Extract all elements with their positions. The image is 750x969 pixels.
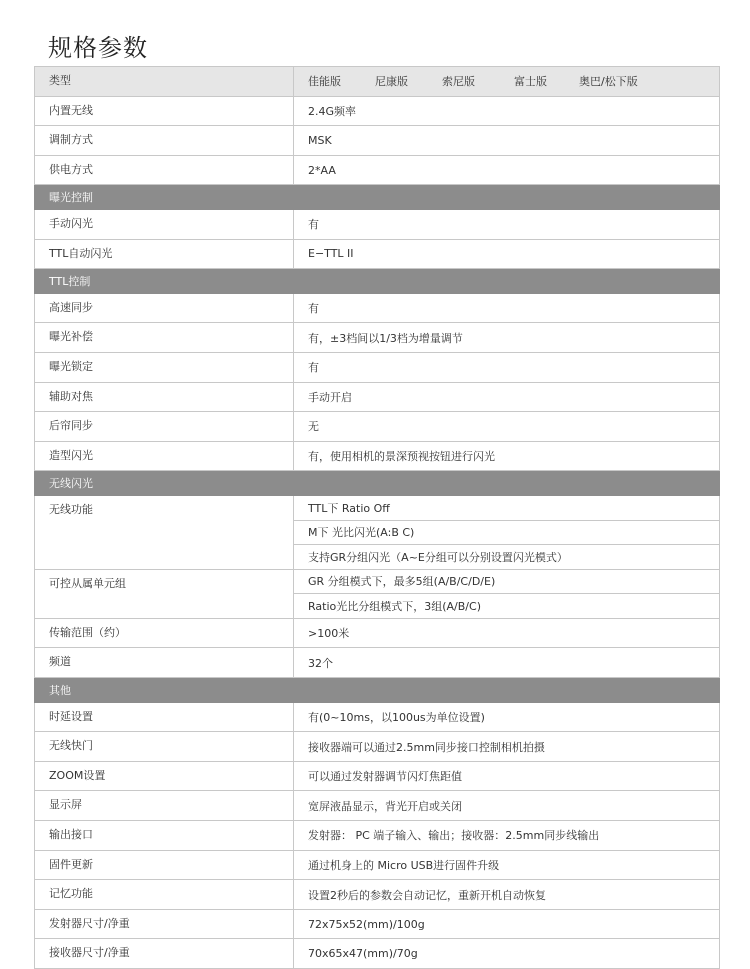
spec-value: 无 bbox=[294, 412, 720, 442]
spec-key: 固件更新 bbox=[35, 850, 294, 880]
spec-key: 发射器尺寸/净重 bbox=[35, 909, 294, 939]
spec-key: 调制方式 bbox=[35, 126, 294, 156]
spec-value: 通过机身上的 Micro USB进行固件升级 bbox=[294, 850, 720, 880]
table-row bbox=[35, 761, 720, 791]
table-row bbox=[35, 209, 720, 239]
spec-value: 宽屏液晶显示，背光开启或关闭 bbox=[294, 791, 720, 821]
table-row bbox=[35, 821, 720, 851]
table-row bbox=[35, 352, 720, 382]
section-title: 曝光控制 bbox=[35, 185, 720, 210]
spec-key: 记忆功能 bbox=[35, 880, 294, 910]
spec-value: 接收器端可以通过2.5mm同步接口控制相机拍摄 bbox=[294, 732, 720, 762]
spec-key: 曝光补偿 bbox=[35, 323, 294, 353]
spec-key: 时延设置 bbox=[35, 702, 294, 732]
spec-value: 有，使用相机的景深预视按钮进行闪光 bbox=[294, 441, 720, 471]
spec-key: 显示屏 bbox=[35, 791, 294, 821]
spec-value: 支持GR分组闪光（A~E分组可以分别设置闪光模式） bbox=[294, 545, 720, 570]
table-row bbox=[35, 239, 720, 269]
spec-value: Ratio光比分组模式下，3组(A/B/C) bbox=[294, 594, 720, 619]
spec-value: 有(0~10ms，以100us为单位设置) bbox=[294, 702, 720, 732]
section-header-row bbox=[35, 678, 720, 703]
spec-key: TTL自动闪光 bbox=[35, 239, 294, 269]
spec-value: 2*AA bbox=[294, 155, 720, 185]
spec-key: 内置无线 bbox=[35, 96, 294, 126]
spec-key: 后帘同步 bbox=[35, 412, 294, 442]
table-row bbox=[35, 441, 720, 471]
version-olympus-panasonic: 奥巴/松下版 bbox=[579, 75, 638, 89]
header-versions bbox=[294, 67, 720, 97]
spec-value: E−TTL II bbox=[294, 239, 720, 269]
spec-value: >100米 bbox=[294, 618, 720, 648]
spec-key: 高速同步 bbox=[35, 293, 294, 323]
spec-key: 无线功能 bbox=[35, 495, 294, 569]
spec-value: 有 bbox=[294, 352, 720, 382]
table-row bbox=[35, 909, 720, 939]
table-row bbox=[35, 791, 720, 821]
spec-value: 可以通过发射器调节闪灯焦距值 bbox=[294, 761, 720, 791]
spec-key: 接收器尺寸/净重 bbox=[35, 939, 294, 969]
spec-key: 曝光锁定 bbox=[35, 352, 294, 382]
spec-value: 有 bbox=[294, 209, 720, 239]
spec-key: 手动闪光 bbox=[35, 209, 294, 239]
table-row bbox=[35, 880, 720, 910]
spec-key: 传输范围（约） bbox=[35, 618, 294, 648]
spec-value: 发射器： PC 端子输入、输出；接收器：2.5mm同步线输出 bbox=[294, 821, 720, 851]
header-type-label: 类型 bbox=[35, 67, 294, 97]
table-row bbox=[35, 702, 720, 732]
table-row bbox=[35, 126, 720, 156]
spec-key: 造型闪光 bbox=[35, 441, 294, 471]
spec-value: GR 分组模式下，最多5组(A/B/C/D/E) bbox=[294, 569, 720, 594]
table-row bbox=[35, 412, 720, 442]
spec-value: MSK bbox=[294, 126, 720, 156]
table-row bbox=[35, 495, 720, 520]
section-header-row bbox=[35, 185, 720, 210]
version-sony: 索尼版 bbox=[442, 75, 475, 89]
spec-value: 2.4G频率 bbox=[294, 96, 720, 126]
spec-value: M下 光比闪光(A:B C) bbox=[294, 520, 720, 545]
spec-key: 可控从属单元组 bbox=[35, 569, 294, 618]
table-header-row bbox=[35, 67, 720, 97]
section-title: 其他 bbox=[35, 678, 720, 703]
table-row bbox=[35, 648, 720, 678]
section-title: 无线闪光 bbox=[35, 471, 720, 496]
section-header-row bbox=[35, 269, 720, 294]
spec-key: 供电方式 bbox=[35, 155, 294, 185]
spec-key: 输出接口 bbox=[35, 821, 294, 851]
table-row bbox=[35, 293, 720, 323]
spec-value: 手动开启 bbox=[294, 382, 720, 412]
section-header-row bbox=[35, 471, 720, 496]
spec-value: TTL下 Ratio Off bbox=[294, 495, 720, 520]
spec-key: 无线快门 bbox=[35, 732, 294, 762]
spec-value: 70x65x47(mm)/70g bbox=[294, 939, 720, 969]
page-title: 规格参数 bbox=[48, 34, 148, 62]
spec-key: 频道 bbox=[35, 648, 294, 678]
table-row bbox=[35, 939, 720, 969]
table-row bbox=[35, 96, 720, 126]
table-row bbox=[35, 155, 720, 185]
table-row bbox=[35, 382, 720, 412]
version-fuji: 富士版 bbox=[514, 75, 547, 89]
section-title: TTL控制 bbox=[35, 269, 720, 294]
spec-table bbox=[34, 66, 720, 969]
table-row bbox=[35, 732, 720, 762]
spec-value: 有 bbox=[294, 293, 720, 323]
spec-value: 32个 bbox=[294, 648, 720, 678]
table-row bbox=[35, 323, 720, 353]
table-row bbox=[35, 850, 720, 880]
table-row bbox=[35, 569, 720, 594]
spec-value: 有，±3档间以1/3档为增量调节 bbox=[294, 323, 720, 353]
version-nikon: 尼康版 bbox=[375, 75, 408, 89]
table-row bbox=[35, 618, 720, 648]
spec-key: ZOOM设置 bbox=[35, 761, 294, 791]
spec-value: 设置2秒后的参数会自动记忆，重新开机自动恢复 bbox=[294, 880, 720, 910]
spec-value: 72x75x52(mm)/100g bbox=[294, 909, 720, 939]
spec-key: 辅助对焦 bbox=[35, 382, 294, 412]
version-canon: 佳能版 bbox=[308, 75, 341, 89]
